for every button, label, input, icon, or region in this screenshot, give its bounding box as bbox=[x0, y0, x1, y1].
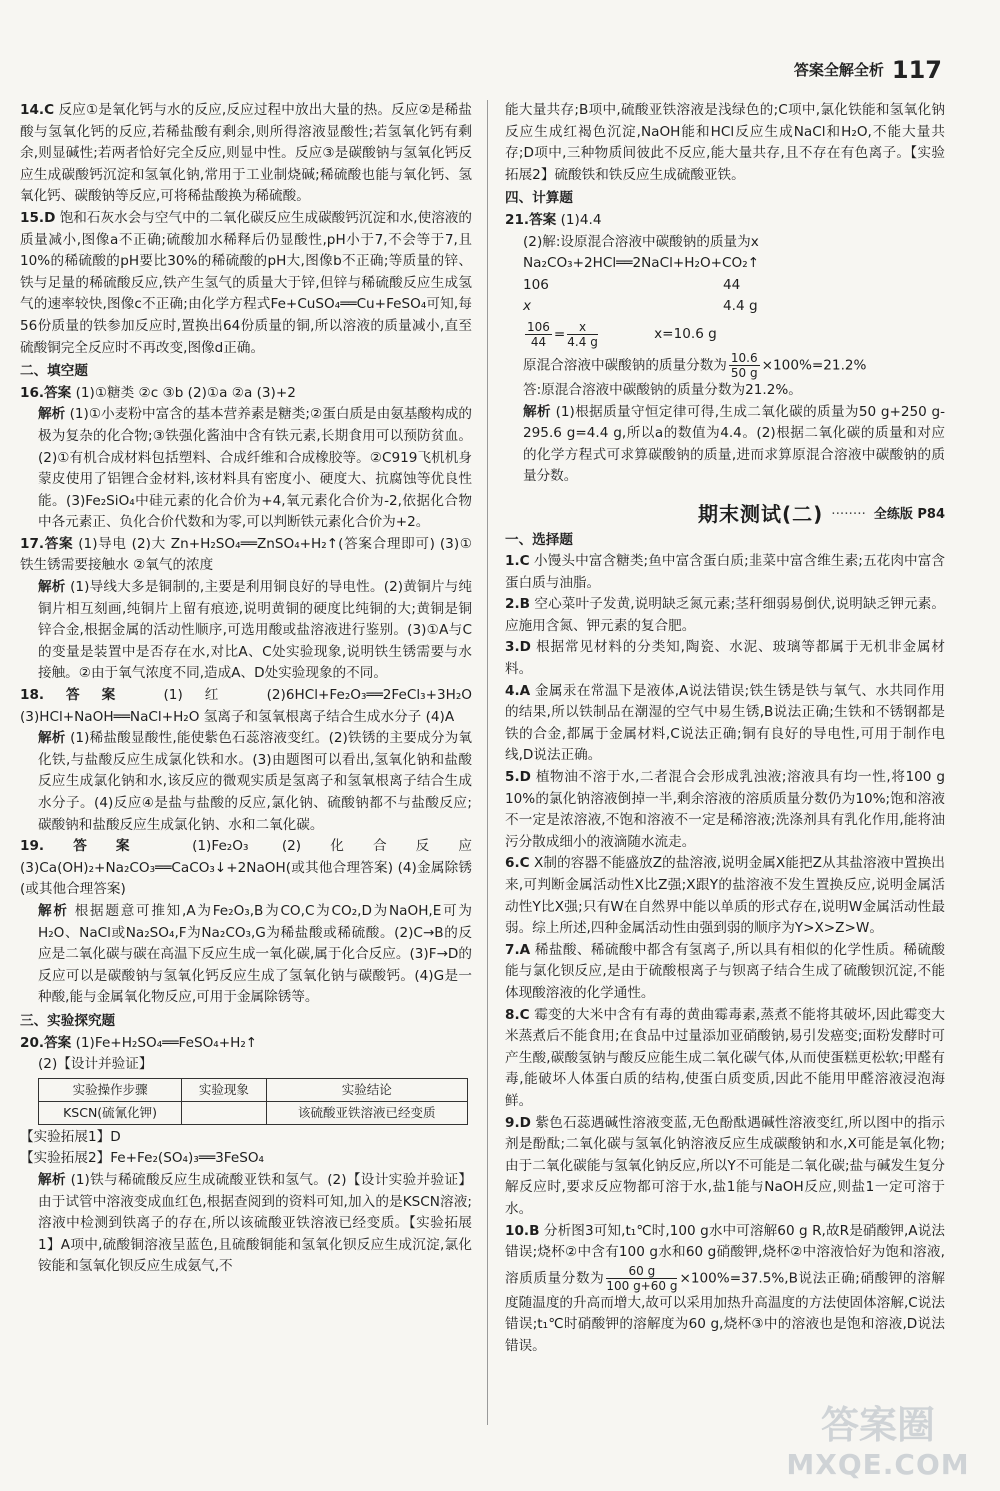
design-label: (2)【设计并验证】 bbox=[38, 1056, 153, 1073]
ratio-fraction bbox=[525, 320, 552, 349]
analysis-label: 解析 bbox=[38, 406, 66, 423]
calc-row-unknown bbox=[505, 296, 945, 318]
question-14 bbox=[20, 100, 472, 208]
analysis-text: (1)铁与稀硫酸反应生成硫酸亚铁和氢气。(2)【设计实验并验证】由于试管中溶液变成血红色,根据查阅到的资料可知,加入的是KSCN溶液;溶液中检测到铁离子的存在,所以该硫酸亚铁溶液已经变质。【实验拓展1】A项中,硫酸铜溶液呈蓝色,且硫酸铜能和氢氧化钡反应生成沉淀,氯化铵能和氢氧化钡反应生成氨气,不 bbox=[38, 1171, 473, 1275]
answer-label: 20.答案 bbox=[20, 1034, 72, 1051]
fraction-numerator: 106 bbox=[527, 319, 550, 334]
question-20-continued: 能大量共存;B项中,硫酸亚铁溶液是浅绿色的;C项中,氯化铁能和氢氧化钠反应生成红褐色沉淀,NaOH能和HCl反应生成NaCl和H₂O,不能大量共存;D项中,三种物质间彼此不反应,能大量共存,且不存在有色离子。【实验拓展2】硫酸铁和铁反应生成硫酸亚铁。 bbox=[505, 102, 945, 183]
ratio-fraction bbox=[567, 320, 598, 349]
calc-value: x bbox=[523, 298, 532, 315]
answer-text: (1)Fe+H₂SO₄══FeSO₄+H₂↑ bbox=[75, 1034, 258, 1051]
table-cell: 该硫酸亚铁溶液已经变质 bbox=[266, 1101, 467, 1124]
extension-1: 【实验拓展1】D bbox=[20, 1128, 121, 1145]
answer-text: (1)导电 (2)大 Zn+H₂SO₄══ZnSO₄+H₂↑(答案合理即可) (3)①铁生锈需要接触水 ②氧气的浓度 bbox=[20, 535, 472, 574]
answer-text: (1)Fe₂O₃ (2)化合反应 (3)Ca(OH)₂+Na₂CO₃══CaCO₃↓+2NaOH(或其他合理答案) (4)金属除锈(或其他合理答案) bbox=[20, 838, 472, 898]
question-text: 植物油不溶于水,二者混合会形成乳浊液;溶液具有均一性,将100 g 10%的氯化钠溶液倒掉一半,剩余溶液的溶质质量分数仍为10%;饱和溶液不一定是浓溶液,不饱和溶液不一定是稀溶液;洗涤剂具有乳化作用,能将油污分散成细小的液滴随水流走。 bbox=[505, 769, 945, 850]
analysis-18 bbox=[20, 728, 472, 836]
fraction-numerator: 60 g bbox=[606, 1264, 677, 1279]
analysis-text: (1)①小麦粉中富含的基本营养素是糖类;②蛋白质是由氨基酸构成的极为复杂的化合物;③铁强化酱油中含有铁元素,长期食用可以预防贫血。(2)①有机合成材料包括塑料、合成纤维和合成橡胶等。②C919飞机机身蒙皮使用了铝锂合金材料,该材料具有密度小、硬度大、抗腐蚀等优良性能。(3)Fe₂SiO₄中硅元素的化合价为+4,氧元素化合价为-2,依据化合物中各元素正、负化合价代数和为零,可以判断铁元素化合价为+2。 bbox=[38, 406, 473, 531]
solution-setup: (2)解:设原混合溶液中碳酸钠的质量为x bbox=[523, 233, 759, 250]
question-21 bbox=[505, 210, 945, 232]
question-20 bbox=[20, 1033, 472, 1055]
question-text: 空心菜叶子发黄,说明缺乏氮元素;茎秆细弱易倒伏,说明缺乏钾元素。应施用含氮、钾元素的复合肥。 bbox=[505, 596, 945, 634]
answer-text: (1)红 (2)6HCl+Fe₂O₃══2FeCl₃+3H₂O (3)HCl+NaOH══NaCl+H₂O 氢离子和氢氧根离子结合生成水分子 (4)A bbox=[20, 687, 472, 725]
calc-value: 106 bbox=[523, 276, 549, 293]
watermark-text: 答案圈 bbox=[820, 1403, 935, 1447]
analysis-16 bbox=[20, 404, 472, 534]
calc-row-mass bbox=[505, 275, 945, 297]
fraction-suffix: ×100%=21.2% bbox=[761, 357, 867, 374]
test-title: 期末测试(二) bbox=[697, 501, 824, 526]
page-number: 117 bbox=[891, 56, 942, 84]
table-row bbox=[39, 1101, 468, 1124]
test-reference: 全练版 P84 bbox=[873, 506, 945, 522]
analysis-text: (1)稀盐酸显酸性,能使紫色石蕊溶液变红。(2)铁锈的主要成分为氧化铁,与盐酸反应生成氯化铁和水。(3)由题图可以看出,氢氧化钠和盐酸反应生成氯化钠和水,该反应的微观实质是氢离子和氢氧根离子结合生成水分子。(4)反应④是盐与盐酸的反应,氯化钠、硫酸钠都不与盐酸反应;碳酸钠和盐酸反应生成氯化钠、水和二氧化碳。 bbox=[38, 730, 472, 833]
question-number: 6.C bbox=[505, 855, 530, 872]
fraction-numerator: 10.6 bbox=[730, 350, 758, 365]
column-divider bbox=[487, 100, 488, 1425]
ratio-result: x=10.6 g bbox=[654, 326, 717, 343]
fraction-numerator: x bbox=[567, 320, 598, 335]
answer-text: (1)①糖类 ②c ③b (2)①a ②a (3)+2 bbox=[75, 384, 296, 401]
question-number: 3.D bbox=[505, 639, 531, 656]
table-header-cell: 实验现象 bbox=[182, 1078, 266, 1101]
choice-answer-item bbox=[505, 767, 945, 853]
question-16 bbox=[20, 383, 472, 405]
choice-answer-item bbox=[505, 853, 945, 939]
question-text: 紫色石蕊遇碱性溶液变蓝,无色酚酞遇碱性溶液变红,所以图中的指示剂是酚酞;二氧化碳与氢氧化钠溶液反应生成碳酸钠和水,X可能是氧化物;由于二氧化碳能与氢氧化钠反应,所以Y不可能是二氧化碳;盐与碱发生复分解反应时,要求反应物都可溶于水,盐1能与NaOH反应,则盐1一定可溶于水。 bbox=[505, 1114, 945, 1217]
table-header-row bbox=[39, 1078, 468, 1101]
question-text: 分析图3可知,t₁℃时,100 g水中可溶解60 g R,故R是硝酸钾,A说法错误;烧杯②中含有100 g水和60 g硝酸钾,烧杯②中溶液恰好为饱和溶液,溶质质量分数为 bbox=[505, 1222, 945, 1287]
question-number: 1.C bbox=[505, 553, 530, 570]
answer-label: 18.答案 bbox=[20, 687, 138, 704]
answer-label: 16.答案 bbox=[20, 384, 72, 401]
analysis-19 bbox=[20, 901, 472, 1009]
question-text: 小馒头中富含糖类;鱼中富含蛋白质;韭菜中富含维生素;五花肉中富含蛋白质与油脂。 bbox=[505, 553, 945, 591]
question-number: 9.D bbox=[505, 1114, 531, 1131]
analysis-20 bbox=[20, 1170, 472, 1278]
question-number: 14.C bbox=[20, 102, 55, 118]
question-number: 5.D bbox=[505, 769, 531, 786]
choice-answer-item bbox=[505, 637, 945, 680]
mass-fraction bbox=[729, 351, 760, 380]
calc-value: 4.4 g bbox=[723, 298, 758, 315]
table-header-cell: 实验操作步骤 bbox=[39, 1078, 182, 1101]
question-text: 金属汞在常温下是液体,A说法错误;铁生锈是铁与氧气、水共同作用的结果,所以铁制品在潮湿的空气中易生锈,B说法正确;生铁和不锈钢都是铁的合金,都属于金属材料,C说法正确;铜有良好的导电性,可用于制作电线,D说法正确。 bbox=[505, 682, 945, 764]
question-text: ×100%=37.5%,B说法正确;硝酸钾的溶解度随温度的升高而增大,故可以采用加热升高温度的方法使固体溶解,C说法错误;t₁℃时硝酸钾的溶解度为60 g,烧杯③中的溶液也是饱和溶液,D说法错误。 bbox=[505, 1270, 945, 1354]
question-19 bbox=[20, 836, 472, 901]
mass-fraction-line bbox=[505, 351, 945, 380]
answer-text: (1)4.4 bbox=[560, 211, 602, 228]
table-cell: KSCN(硫氰化钾) bbox=[39, 1101, 182, 1124]
page-header bbox=[793, 56, 942, 84]
question-text: X制的容器不能盛放Z的盐溶液,说明金属X能把Z从其盐溶液中置换出来,可判断金属活动性X比Z强;X跟Y的盐溶液不发生置换反应,说明金属活动性Y比X强;只有W在自然界中能以单质的形式存在,说明W金属活动性最弱。综上所述,四种金属活动性由强到弱的顺序为Y>X>Z>W。 bbox=[505, 855, 945, 937]
question-text: 霉变的大米中含有有毒的黄曲霉毒素,蒸煮不能将其破坏,因此霉变大米蒸煮后不能食用;在食品中过量添加亚硝酸钠,易引发癌变;面粉发酵时可产生酸,碳酸氢钠与酸反应能生成二氧化碳气体,从而使蛋糕更松软;甲醛有毒,能破坏人体蛋白质的结构,使蛋白质变质,因此不能用甲醛溶液浸泡海鲜。 bbox=[505, 1006, 946, 1109]
test-title-row bbox=[505, 501, 945, 526]
right-column bbox=[505, 100, 945, 1357]
table-cell bbox=[182, 1101, 266, 1124]
chemical-equation: Na₂CO₃+2HCl══2NaCl+H₂O+CO₂↑ bbox=[523, 255, 760, 272]
analysis-label: 解析 bbox=[38, 1171, 66, 1188]
analysis-text: 根据题意可推知,A为Fe₂O₃,B为CO,C为CO₂,D为NaOH,E可为H₂O、NaCl或Na₂SO₄,F为Na₂CO₃,G为稀盐酸或稀硫酸。(2)C→B的反应是二氧化碳与碳在高温下反应生成一氧化碳,属于化合反应。(3)F→D的反应可以是碳酸钠与氢氧化钙反应生成了氢氧化钠与碳酸钙。(4)G是一种酸,能与金属氧化物反应,可用于金属除锈等。 bbox=[38, 902, 472, 1006]
question-number: 8.C bbox=[505, 1006, 530, 1023]
analysis-text: (1)根据质量守恒定律可得,生成二氧化碳的质量为50 g+250 g-295.6 g=4.4 g,所以a的数值为4.4。(2)根据二氧化碳的质量和对应的化学方程式可求算碳酸钠的质量,进而求算原混合溶液中碳酸钠的质量分数。 bbox=[523, 403, 946, 485]
question-17 bbox=[20, 534, 472, 577]
answer-label: 21.答案 bbox=[505, 211, 557, 228]
ratio-row: $\frac{106}{44}$ = $\frac{x}{4.4 g}$ x=10.6 g bbox=[527, 319, 717, 349]
analysis-label: 解析 bbox=[38, 579, 66, 596]
choice-answer-item bbox=[505, 594, 945, 637]
solution-fraction bbox=[606, 1264, 677, 1293]
section-heading-calculation: 四、计算题 bbox=[505, 190, 573, 207]
experiment-table bbox=[38, 1078, 468, 1125]
question-text: 反应①是氧化钙与水的反应,反应过程中放出大量的热。反应②是稀盐酸与氢氧化钙的反应,若稀盐酸有剩余,则所得溶液显酸性;若氢氧化钙有剩余,则显碱性;若两者恰好完全反应,则显中性。反应③是碳酸钠与氢氧化钙反应生成碳酸钙沉淀和氢氧化钠,常用于工业制烧碱;稀硫酸也能与氧化钙、氢氧化钙、碳酸钠等反应,可将稀盐酸换为稀硫酸。 bbox=[20, 102, 472, 205]
answer-label: 19.答案 bbox=[20, 838, 159, 855]
analysis-label: 解析 bbox=[38, 730, 66, 747]
choice-answer-item bbox=[505, 681, 945, 767]
title-dots: ········ bbox=[831, 505, 866, 522]
question-15 bbox=[20, 208, 472, 359]
question-text: 根据常见材料的分类知,陶瓷、水泥、玻璃等都属于无机非金属材料。 bbox=[505, 639, 945, 678]
question-number: 4.A bbox=[505, 682, 531, 699]
answer-label: 17.答案 bbox=[20, 535, 74, 552]
fraction-prefix: 原混合溶液中碳酸钠的质量分数为 bbox=[523, 357, 727, 374]
analysis-text: (1)导线大多是铜制的,主要是利用铜良好的导电性。(2)黄铜片与纯铜片相互刻画,纯铜片上留有痕迹,说明黄铜的硬度比纯铜的大;黄铜是铜锌合金,根据金属的活动性顺序,可选用酸或盐溶液进行鉴别。(3)①A与C的变量是装置中是否存在水,对比A、C处实验现象,说明铁生锈需要与水接触。②由于氧气浓度不同,造成A、D处实验现象的不同。 bbox=[38, 579, 472, 682]
watermark-logo bbox=[778, 1405, 978, 1483]
extension-2: 【实验拓展2】Fe+Fe₂(SO₄)₃══3FeSO₄ bbox=[20, 1150, 264, 1167]
question-number: 15.D bbox=[20, 209, 56, 226]
question-number: 10.B bbox=[505, 1222, 540, 1239]
section-heading-choice: 一、选择题 bbox=[505, 531, 573, 548]
question-text: 饱和石灰水会与空气中的二氧化碳反应生成碳酸钙沉淀和水,使溶液的质量减小,图像a不正确;硫酸加水稀释后仍显酸性,pH小于7,不会等于7,且10%的稀硫酸的pH要比30%的稀硫酸的pH大,图像b不正确;等质量的锌、铁与足量的稀硫酸反应,铁产生氢气的质量大于锌,但锌与稀硫酸反应生成氢气的速率较快,图像c不正确;由化学方程式Fe+CuSO₄══Cu+FeSO₄可知,每56份质量的铁参加反应时,置换出64份质量的铜,所以溶液的质量减小,直至硫酸铜完全反应时不再改变,图像d正确。 bbox=[20, 209, 472, 356]
header-title: 答案全解全析 bbox=[793, 61, 884, 79]
choice-answer-item bbox=[505, 1113, 945, 1221]
analysis-17 bbox=[20, 577, 472, 685]
choice-answer-item bbox=[505, 1005, 945, 1113]
fraction-denominator: 100 g+60 g bbox=[606, 1278, 678, 1293]
fraction-denominator: 4.4 g bbox=[567, 334, 598, 349]
choice-answer-item bbox=[505, 940, 945, 1005]
choice-answers bbox=[505, 551, 945, 1220]
table-header-cell: 实验结论 bbox=[266, 1078, 467, 1101]
analysis-label: 解析 bbox=[523, 403, 551, 420]
question-number: 7.A bbox=[505, 941, 531, 958]
fraction-denominator: 50 g bbox=[730, 365, 758, 380]
analysis-21 bbox=[505, 402, 945, 488]
question-10 bbox=[505, 1221, 945, 1358]
analysis-label: 解析 bbox=[38, 902, 69, 919]
watermark-url: MXQE.COM bbox=[786, 1448, 970, 1481]
final-answer: 答:原混合溶液中碳酸钠的质量分数为21.2%。 bbox=[523, 381, 802, 398]
fraction-denominator: 44 bbox=[530, 334, 547, 349]
question-number: 2.B bbox=[505, 596, 530, 613]
calc-value: 44 bbox=[723, 276, 741, 293]
left-column bbox=[20, 100, 472, 1278]
section-heading-fill: 二、填空题 bbox=[20, 363, 88, 380]
section-heading-experiment: 三、实验探究题 bbox=[20, 1012, 116, 1029]
question-text: 稀盐酸、稀硫酸中都含有氢离子,所以具有相似的化学性质。稀硫酸能与氯化钡反应,是由于硫酸根离子与钡离子结合生成了硫酸钡沉淀,不能体现酸溶液的化学通性。 bbox=[505, 941, 945, 1001]
question-18 bbox=[20, 685, 472, 728]
choice-answer-item bbox=[505, 551, 945, 594]
